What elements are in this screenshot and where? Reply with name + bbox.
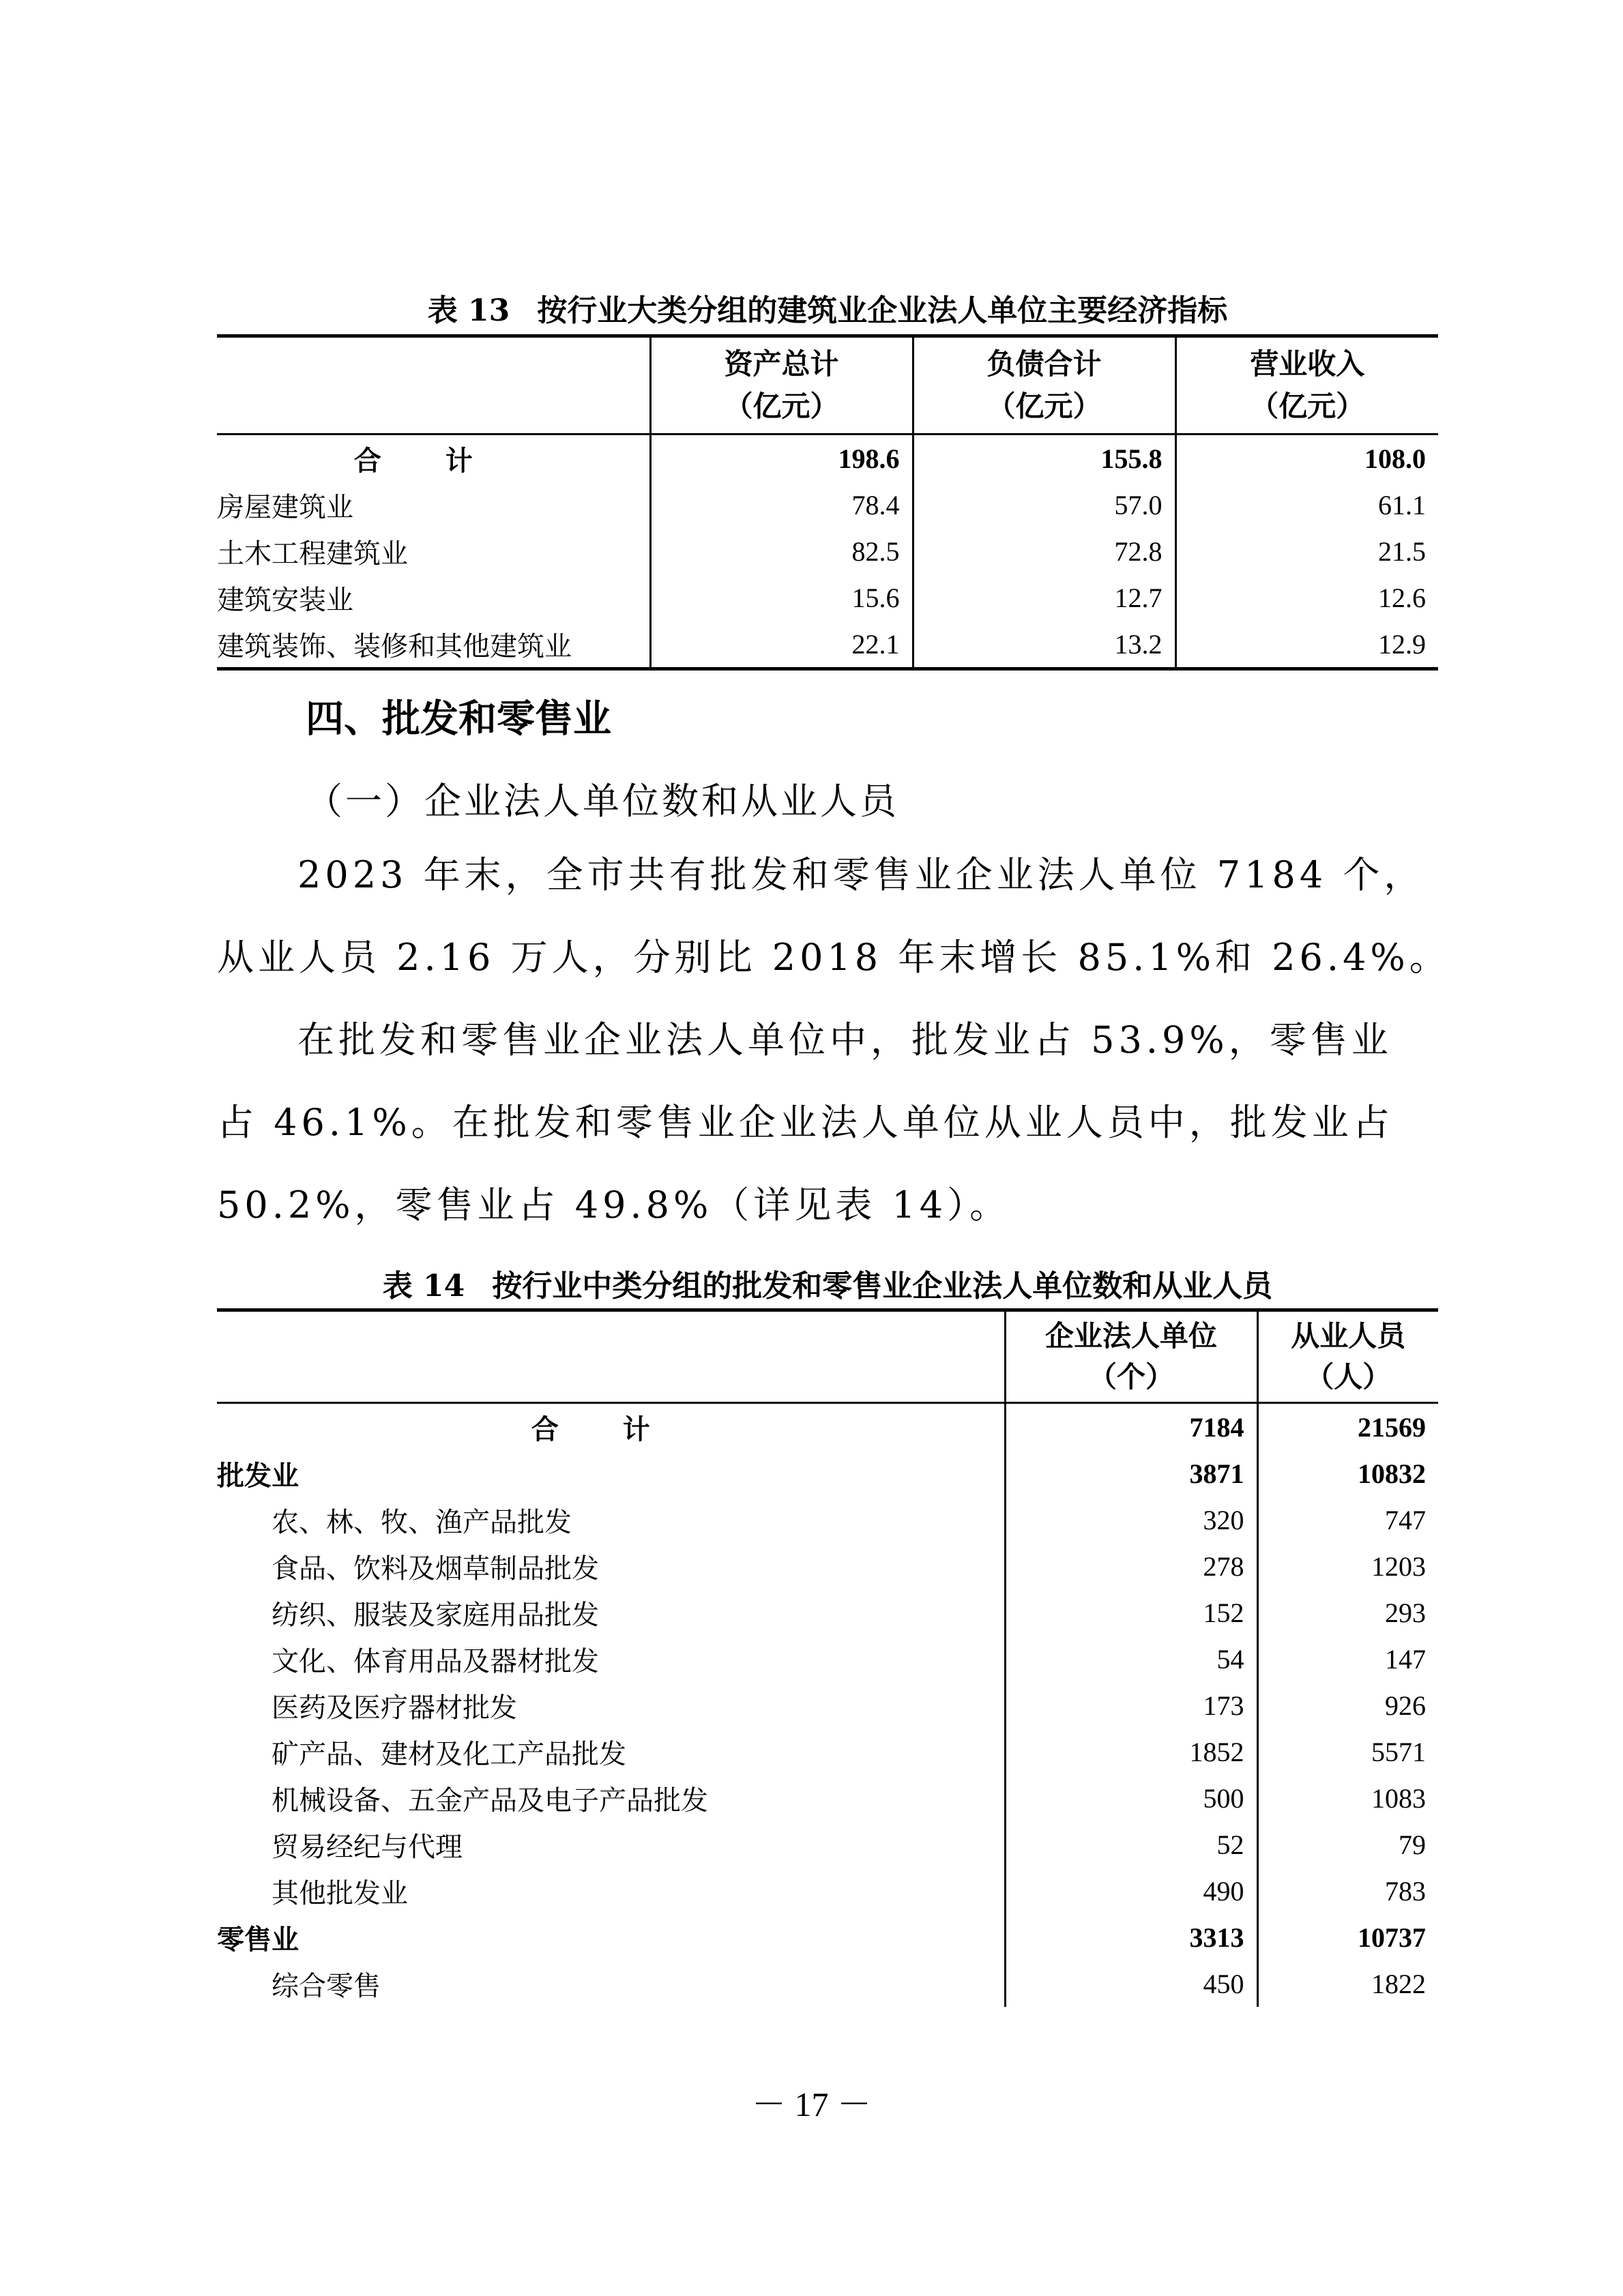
cell-value: 278	[1005, 1543, 1257, 1589]
row-label: 其他批发业	[272, 1877, 408, 1909]
cell-value: 78.4	[650, 482, 913, 528]
cell-value: 783	[1257, 1868, 1438, 1914]
table-row	[217, 574, 1438, 621]
table13-caption-number: 表 13	[427, 293, 510, 328]
table13-header-blank	[217, 336, 650, 435]
table13	[217, 334, 1438, 671]
row-label: 零售业	[217, 1924, 299, 1956]
cell-value: 747	[1257, 1497, 1438, 1543]
table-row	[217, 1589, 1438, 1636]
table14-header-employees: 从业人员 （人）	[1257, 1310, 1438, 1403]
cell-value: 12.6	[1175, 574, 1438, 621]
cell-value: 12.9	[1175, 621, 1438, 669]
cell-value: 13.2	[913, 621, 1175, 669]
paragraph-line: 2023 年末，全市共有批发和零售业企业法人单位 7184 个，	[297, 853, 1425, 896]
cell-value: 10832	[1257, 1450, 1438, 1497]
row-label: 矿产品、建材及化工产品批发	[272, 1738, 626, 1770]
paragraph-2	[217, 999, 1438, 1246]
row-label: 批发业	[217, 1460, 299, 1492]
table-row	[217, 1728, 1438, 1775]
cell-value: 57.0	[913, 482, 1175, 528]
table-row	[217, 1960, 1438, 2007]
cell-value: 15.6	[650, 574, 913, 621]
cell-value: 3871	[1005, 1450, 1257, 1497]
cell-value: 7184	[1005, 1403, 1257, 1451]
row-label: 农、林、牧、渔产品批发	[272, 1506, 572, 1538]
cell-value: 79	[1257, 1821, 1438, 1868]
row-label: 纺织、服装及家庭用品批发	[272, 1599, 599, 1631]
row-label: 房屋建筑业	[217, 491, 353, 523]
table-row	[217, 528, 1438, 574]
table-row	[217, 1497, 1438, 1543]
paragraph-1	[217, 834, 1450, 999]
cell-value: 1822	[1257, 1960, 1438, 2007]
row-label: 文化、体育用品及器材批发	[272, 1645, 599, 1677]
table-row	[217, 1821, 1438, 1868]
row-label: 建筑装饰、装修和其他建筑业	[217, 630, 572, 662]
table-row	[217, 1636, 1438, 1682]
row-label: 建筑安装业	[217, 584, 353, 616]
table14-caption-text: 按行业中类分组的批发和零售业企业法人单位数和从业人员	[492, 1269, 1273, 1304]
cell-value: 147	[1257, 1636, 1438, 1682]
paragraph-line: 从业人员 2.16 万人，分别比 2018 年末增长 85.1%和 26.4%。	[217, 936, 1450, 979]
cell-value: 5571	[1257, 1728, 1438, 1775]
table13-header-revenue: 营业收入 （亿元）	[1175, 336, 1438, 435]
row-label: 合 计	[353, 444, 500, 477]
cell-value: 198.6	[650, 435, 913, 482]
cell-value: 10737	[1257, 1914, 1438, 1960]
row-label: 合 计	[531, 1413, 677, 1445]
table14-wholesale-row	[217, 1450, 1438, 1497]
paragraph-line: 占 46.1%。在批发和零售业企业法人单位从业人员中，批发业占	[217, 1101, 1394, 1144]
cell-value: 82.5	[650, 528, 913, 574]
cell-value: 155.8	[913, 435, 1175, 482]
table-row	[217, 482, 1438, 528]
table-row	[217, 1775, 1438, 1821]
cell-value: 500	[1005, 1775, 1257, 1821]
table14-header-blank	[217, 1310, 1005, 1403]
row-label: 机械设备、五金产品及电子产品批发	[272, 1784, 708, 1816]
table14-caption	[217, 1266, 1438, 1307]
table13-header-liabilities: 负债合计 （亿元）	[913, 336, 1175, 435]
table-row	[217, 621, 1438, 669]
table13-total-row	[217, 435, 1438, 482]
cell-value: 21.5	[1175, 528, 1438, 574]
cell-value: 12.7	[913, 574, 1175, 621]
table14-retail-row	[217, 1914, 1438, 1960]
section-title: 四、批发和零售业	[306, 697, 611, 741]
cell-value: 173	[1005, 1682, 1257, 1728]
table13-caption	[217, 291, 1438, 332]
page-number: － 17 －	[752, 2085, 871, 2123]
table14-header-units: 企业法人单位 （个）	[1005, 1310, 1257, 1403]
cell-value: 108.0	[1175, 435, 1438, 482]
table14	[217, 1308, 1438, 2007]
cell-value: 490	[1005, 1868, 1257, 1914]
table-row	[217, 1543, 1438, 1589]
cell-value: 52	[1005, 1821, 1257, 1868]
cell-value: 54	[1005, 1636, 1257, 1682]
table-row	[217, 1682, 1438, 1728]
row-label: 土木工程建筑业	[217, 538, 408, 570]
cell-value: 21569	[1257, 1403, 1438, 1451]
row-label: 贸易经纪与代理	[272, 1831, 463, 1863]
table-row	[217, 1868, 1438, 1914]
table13-header-row	[217, 336, 1438, 435]
row-label: 综合零售	[272, 1970, 381, 2002]
cell-value: 22.1	[650, 621, 913, 669]
table13-caption-text: 按行业大类分组的建筑业企业法人单位主要经济指标	[537, 293, 1228, 328]
paragraph-line: 50.2%，零售业占 49.8%（详见表 14）。	[217, 1183, 1011, 1226]
paragraph-line: 在批发和零售业企业法人单位中，批发业占 53.9%，零售业	[297, 1018, 1392, 1061]
table13-header-assets: 资产总计 （亿元）	[650, 336, 913, 435]
cell-value: 1203	[1257, 1543, 1438, 1589]
table14-total-row	[217, 1403, 1438, 1451]
table14-header-row	[217, 1310, 1438, 1403]
cell-value: 450	[1005, 1960, 1257, 2007]
row-label: 食品、饮料及烟草制品批发	[272, 1552, 599, 1585]
cell-value: 926	[1257, 1682, 1438, 1728]
table14-caption-number: 表 14	[382, 1269, 465, 1304]
cell-value: 152	[1005, 1589, 1257, 1636]
cell-value: 293	[1257, 1589, 1438, 1636]
cell-value: 1852	[1005, 1728, 1257, 1775]
cell-value: 1083	[1257, 1775, 1438, 1821]
cell-value: 320	[1005, 1497, 1257, 1543]
cell-value: 61.1	[1175, 482, 1438, 528]
row-label: 医药及医疗器材批发	[272, 1692, 517, 1724]
section-subtitle: （一）企业法人单位数和从业人员	[306, 780, 899, 823]
cell-value: 72.8	[913, 528, 1175, 574]
cell-value: 3313	[1005, 1914, 1257, 1960]
